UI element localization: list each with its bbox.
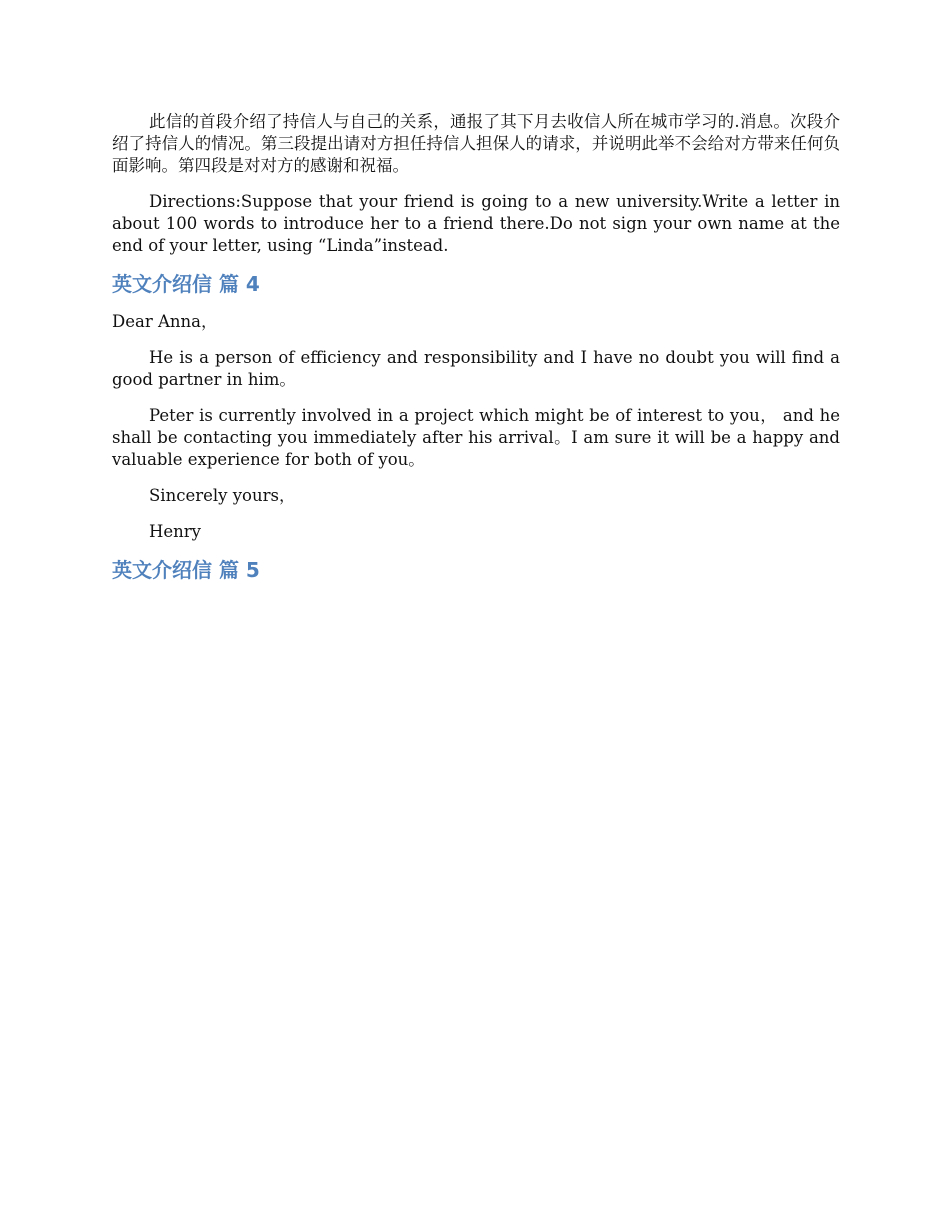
section-heading-5: 英文介绍信 篇 5 — [112, 558, 260, 582]
letter-closing: Sincerely yours， — [149, 486, 296, 505]
document-page — [112, 111, 840, 597]
letter-body-paragraph-2: Peter is currently involved in a project which might be of interest to you， and he shall be contacting you immediately after his arrival。I am sure it will be a happy and valuable experience for both of you。 — [112, 406, 840, 469]
section-heading-4: 英文介绍信 篇 4 — [112, 272, 260, 296]
directions-paragraph: Directions:Suppose that your friend is going to a new university.Write a letter in about 100 words to introduce her to a friend there.Do not sign your own name at the end of your letter, using “Linda”instead. — [112, 192, 840, 255]
letter-signature: Henry — [149, 522, 201, 541]
letter-salutation: Dear Anna， — [112, 312, 218, 331]
letter-body-paragraph-1: He is a person of efficiency and responsibility and I have no doubt you will find a good partner in him。 — [112, 348, 840, 389]
summary-paragraph: 此信的首段介绍了持信人与自己的关系，通报了其下月去收信人所在城市学习的.消息。次段介绍了持信人的情况。第三段提出请对方担任持信人担保人的请求，并说明此举不会给对方带来任何负面影响。第四段是对对方的感谢和祝福。 — [112, 112, 840, 175]
